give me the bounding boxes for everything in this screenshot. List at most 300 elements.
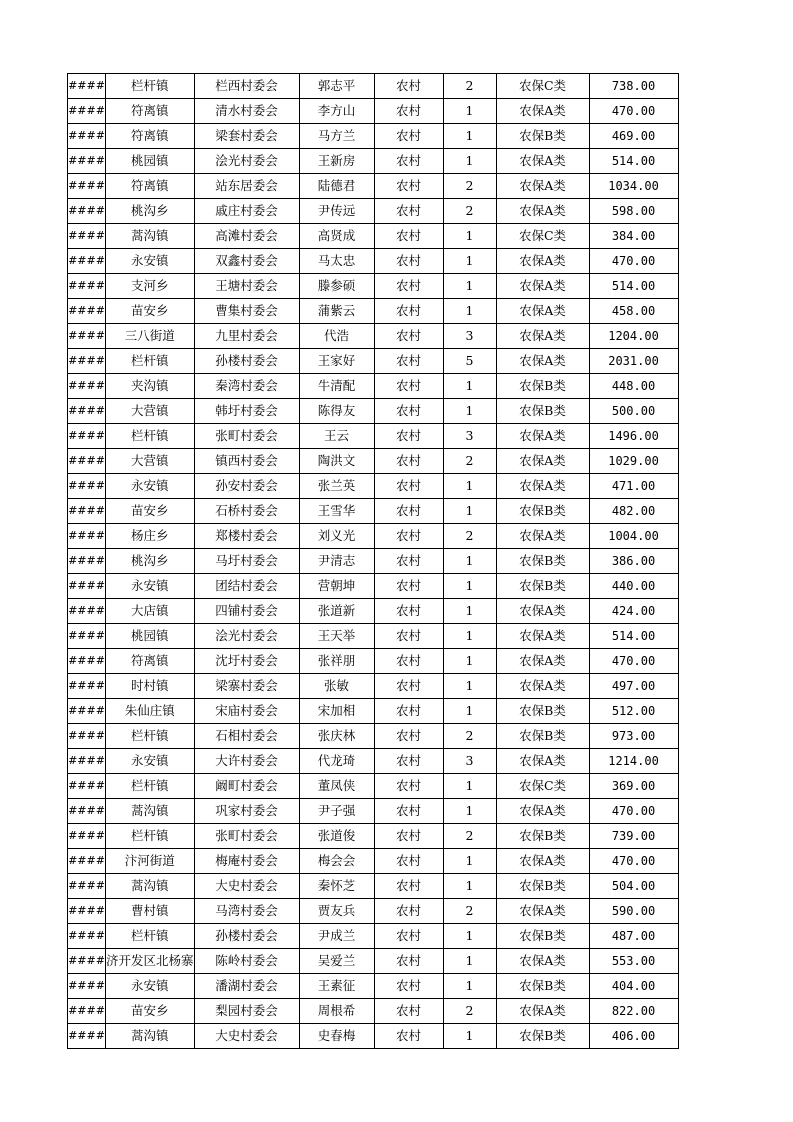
table-row [68,974,679,999]
village-cell: 浍光村委会 [194,624,299,649]
village-cell: 张町村委会 [194,824,299,849]
data-table [67,73,679,1049]
row-id-cell: #### [68,349,106,374]
amount-cell: 822.00 [589,999,678,1024]
row-id-cell: #### [68,299,106,324]
member-count-cell: 1 [443,924,496,949]
name-cell: 宋加相 [299,699,374,724]
name-cell: 董凤侠 [299,774,374,799]
member-count-cell: 1 [443,1024,496,1049]
town-cell: 夹沟镇 [106,374,195,399]
member-count-cell: 2 [443,999,496,1024]
row-id-cell: #### [68,924,106,949]
table-row [68,599,679,624]
name-cell: 张庆林 [299,724,374,749]
amount-cell: 500.00 [589,399,678,424]
row-id-cell: #### [68,74,106,99]
row-id-cell: #### [68,1024,106,1049]
name-cell: 陆德君 [299,174,374,199]
amount-cell: 470.00 [589,249,678,274]
table-row [68,249,679,274]
town-cell: 苗安乡 [106,299,195,324]
member-count-cell: 2 [443,74,496,99]
village-cell: 秦湾村委会 [194,374,299,399]
amount-cell: 470.00 [589,99,678,124]
name-cell: 蒲紫云 [299,299,374,324]
town-cell: 杨庄乡 [106,524,195,549]
town-cell: 桃沟乡 [106,549,195,574]
insurance-category-cell: 农保C类 [496,224,589,249]
village-cell: 石桥村委会 [194,499,299,524]
member-count-cell: 2 [443,724,496,749]
name-cell: 陈得友 [299,399,374,424]
name-cell: 王新房 [299,149,374,174]
household-type-cell: 农村 [374,974,443,999]
insurance-category-cell: 农保B类 [496,874,589,899]
table-row [68,774,679,799]
household-type-cell: 农村 [374,949,443,974]
member-count-cell: 1 [443,649,496,674]
row-id-cell: #### [68,99,106,124]
row-id-cell: #### [68,724,106,749]
amount-cell: 424.00 [589,599,678,624]
table-row [68,624,679,649]
amount-cell: 553.00 [589,949,678,974]
name-cell: 牛清配 [299,374,374,399]
name-cell: 李方山 [299,99,374,124]
table-row [68,1024,679,1049]
name-cell: 王云 [299,424,374,449]
household-type-cell: 农村 [374,274,443,299]
village-cell: 张町村委会 [194,424,299,449]
amount-cell: 406.00 [589,1024,678,1049]
household-type-cell: 农村 [374,149,443,174]
town-cell: 蒿沟镇 [106,874,195,899]
name-cell: 秦怀芝 [299,874,374,899]
town-cell: 栏杆镇 [106,74,195,99]
town-cell: 永安镇 [106,249,195,274]
amount-cell: 470.00 [589,649,678,674]
amount-cell: 1204.00 [589,324,678,349]
town-cell: 蒿沟镇 [106,799,195,824]
table-row [68,124,679,149]
household-type-cell: 农村 [374,899,443,924]
amount-cell: 386.00 [589,549,678,574]
name-cell: 王天举 [299,624,374,649]
household-type-cell: 农村 [374,74,443,99]
row-id-cell: #### [68,774,106,799]
amount-cell: 1034.00 [589,174,678,199]
name-cell: 张祥朋 [299,649,374,674]
row-id-cell: #### [68,949,106,974]
amount-cell: 2031.00 [589,349,678,374]
household-type-cell: 农村 [374,199,443,224]
member-count-cell: 2 [443,174,496,199]
town-cell: 朱仙庄镇 [106,699,195,724]
household-type-cell: 农村 [374,624,443,649]
village-cell: 大史村委会 [194,1024,299,1049]
row-id-cell: #### [68,624,106,649]
village-cell: 郑楼村委会 [194,524,299,549]
name-cell: 王素征 [299,974,374,999]
village-cell: 石相村委会 [194,724,299,749]
table-row [68,874,679,899]
name-cell: 尹子强 [299,799,374,824]
household-type-cell: 农村 [374,249,443,274]
row-id-cell: #### [68,524,106,549]
table-row [68,449,679,474]
household-type-cell: 农村 [374,224,443,249]
table-row [68,499,679,524]
town-cell: 符离镇 [106,649,195,674]
table-row [68,699,679,724]
name-cell: 王家好 [299,349,374,374]
village-cell: 韩圩村委会 [194,399,299,424]
village-cell: 大史村委会 [194,874,299,899]
village-cell: 栏西村委会 [194,74,299,99]
row-id-cell: #### [68,799,106,824]
name-cell: 代龙琦 [299,749,374,774]
member-count-cell: 1 [443,799,496,824]
village-cell: 梁寨村委会 [194,674,299,699]
member-count-cell: 1 [443,474,496,499]
insurance-category-cell: 农保A类 [496,999,589,1024]
member-count-cell: 1 [443,124,496,149]
village-cell: 团结村委会 [194,574,299,599]
household-type-cell: 农村 [374,549,443,574]
table-row [68,924,679,949]
table-row [68,174,679,199]
member-count-cell: 2 [443,449,496,474]
row-id-cell: #### [68,499,106,524]
household-type-cell: 农村 [374,524,443,549]
amount-cell: 1214.00 [589,749,678,774]
insurance-category-cell: 农保A类 [496,599,589,624]
row-id-cell: #### [68,849,106,874]
row-id-cell: #### [68,374,106,399]
member-count-cell: 1 [443,299,496,324]
household-type-cell: 农村 [374,124,443,149]
town-cell: 栏杆镇 [106,424,195,449]
member-count-cell: 3 [443,324,496,349]
row-id-cell: #### [68,274,106,299]
member-count-cell: 1 [443,249,496,274]
amount-cell: 471.00 [589,474,678,499]
town-cell: 苗安乡 [106,999,195,1024]
table-row [68,949,679,974]
member-count-cell: 1 [443,274,496,299]
table-row [68,824,679,849]
name-cell: 尹清志 [299,549,374,574]
insurance-category-cell: 农保B类 [496,499,589,524]
insurance-category-cell: 农保A类 [496,474,589,499]
amount-cell: 514.00 [589,149,678,174]
row-id-cell: #### [68,824,106,849]
row-id-cell: #### [68,874,106,899]
amount-cell: 469.00 [589,124,678,149]
name-cell: 王雪华 [299,499,374,524]
member-count-cell: 1 [443,874,496,899]
table-row [68,849,679,874]
household-type-cell: 农村 [374,699,443,724]
insurance-category-cell: 农保A类 [496,849,589,874]
name-cell: 高贤成 [299,224,374,249]
table-row [68,74,679,99]
member-count-cell: 1 [443,399,496,424]
table-row [68,349,679,374]
household-type-cell: 农村 [374,324,443,349]
table-row [68,99,679,124]
table-row [68,524,679,549]
insurance-category-cell: 农保A类 [496,274,589,299]
row-id-cell: #### [68,474,106,499]
table-row [68,199,679,224]
insurance-category-cell: 农保A类 [496,899,589,924]
amount-cell: 598.00 [589,199,678,224]
insurance-category-cell: 农保A类 [496,449,589,474]
town-cell: 符离镇 [106,124,195,149]
town-cell: 大营镇 [106,449,195,474]
insurance-category-cell: 农保B类 [496,399,589,424]
village-cell: 大许村委会 [194,749,299,774]
household-type-cell: 农村 [374,749,443,774]
insurance-category-cell: 农保A类 [496,174,589,199]
name-cell: 尹成兰 [299,924,374,949]
table-row [68,649,679,674]
member-count-cell: 1 [443,499,496,524]
household-type-cell: 农村 [374,599,443,624]
row-id-cell: #### [68,974,106,999]
amount-cell: 514.00 [589,624,678,649]
household-type-cell: 农村 [374,374,443,399]
insurance-category-cell: 农保A类 [496,649,589,674]
town-cell: 汴河街道 [106,849,195,874]
household-type-cell: 农村 [374,849,443,874]
household-type-cell: 农村 [374,424,443,449]
name-cell: 张道新 [299,599,374,624]
village-cell: 梁套村委会 [194,124,299,149]
village-cell: 梨园村委会 [194,999,299,1024]
town-cell: 栏杆镇 [106,349,195,374]
town-cell: 永安镇 [106,474,195,499]
member-count-cell: 1 [443,374,496,399]
village-cell: 高滩村委会 [194,224,299,249]
member-count-cell: 1 [443,949,496,974]
row-id-cell: #### [68,574,106,599]
name-cell: 张兰英 [299,474,374,499]
table-row [68,549,679,574]
amount-cell: 404.00 [589,974,678,999]
amount-cell: 369.00 [589,774,678,799]
name-cell: 刘义光 [299,524,374,549]
amount-cell: 458.00 [589,299,678,324]
table-body [68,74,679,1049]
name-cell: 陶洪文 [299,449,374,474]
village-cell: 阚町村委会 [194,774,299,799]
town-cell: 蒿沟镇 [106,1024,195,1049]
village-cell: 双鑫村委会 [194,249,299,274]
household-type-cell: 农村 [374,399,443,424]
town-cell: 桃园镇 [106,149,195,174]
household-type-cell: 农村 [374,924,443,949]
village-cell: 马圩村委会 [194,549,299,574]
row-id-cell: #### [68,324,106,349]
name-cell: 梅会会 [299,849,374,874]
member-count-cell: 2 [443,899,496,924]
row-id-cell: #### [68,749,106,774]
table-row [68,424,679,449]
amount-cell: 504.00 [589,874,678,899]
village-cell: 孙楼村委会 [194,924,299,949]
village-cell: 巩家村委会 [194,799,299,824]
village-cell: 潘湖村委会 [194,974,299,999]
name-cell: 张敏 [299,674,374,699]
insurance-category-cell: 农保A类 [496,624,589,649]
name-cell: 营朝坤 [299,574,374,599]
town-cell: 大营镇 [106,399,195,424]
insurance-category-cell: 农保A类 [496,249,589,274]
amount-cell: 384.00 [589,224,678,249]
village-cell: 清水村委会 [194,99,299,124]
village-cell: 站东居委会 [194,174,299,199]
table-row [68,999,679,1024]
village-cell: 梅庵村委会 [194,849,299,874]
name-cell: 吴爱兰 [299,949,374,974]
insurance-category-cell: 农保A类 [496,524,589,549]
household-type-cell: 农村 [374,799,443,824]
row-id-cell: #### [68,999,106,1024]
table-row [68,374,679,399]
member-count-cell: 3 [443,424,496,449]
amount-cell: 482.00 [589,499,678,524]
town-cell: 永安镇 [106,574,195,599]
amount-cell: 739.00 [589,824,678,849]
town-cell: 符离镇 [106,99,195,124]
name-cell: 马太忠 [299,249,374,274]
row-id-cell: #### [68,149,106,174]
name-cell: 张道俊 [299,824,374,849]
household-type-cell: 农村 [374,674,443,699]
town-cell: 符离镇 [106,174,195,199]
insurance-category-cell: 农保A类 [496,349,589,374]
household-type-cell: 农村 [374,449,443,474]
insurance-category-cell: 农保A类 [496,324,589,349]
village-cell: 沈圩村委会 [194,649,299,674]
name-cell: 郭志平 [299,74,374,99]
village-cell: 戚庄村委会 [194,199,299,224]
row-id-cell: #### [68,224,106,249]
town-cell: 蒿沟镇 [106,224,195,249]
amount-cell: 497.00 [589,674,678,699]
household-type-cell: 农村 [374,874,443,899]
insurance-category-cell: 农保B类 [496,924,589,949]
amount-cell: 514.00 [589,274,678,299]
village-cell: 宋庙村委会 [194,699,299,724]
name-cell: 尹传远 [299,199,374,224]
household-type-cell: 农村 [374,649,443,674]
insurance-category-cell: 农保B类 [496,699,589,724]
insurance-category-cell: 农保B类 [496,974,589,999]
member-count-cell: 3 [443,749,496,774]
row-id-cell: #### [68,549,106,574]
insurance-category-cell: 农保B类 [496,124,589,149]
row-id-cell: #### [68,674,106,699]
town-cell: 支河乡 [106,274,195,299]
amount-cell: 590.00 [589,899,678,924]
household-type-cell: 农村 [374,774,443,799]
row-id-cell: #### [68,424,106,449]
name-cell: 贾友兵 [299,899,374,924]
town-cell: 时村镇 [106,674,195,699]
name-cell: 周根希 [299,999,374,1024]
village-cell: 曹集村委会 [194,299,299,324]
insurance-category-cell: 农保A类 [496,199,589,224]
member-count-cell: 1 [443,974,496,999]
town-cell: 苗安乡 [106,499,195,524]
household-type-cell: 农村 [374,824,443,849]
town-cell: 栏杆镇 [106,774,195,799]
household-type-cell: 农村 [374,999,443,1024]
town-cell: 济开发区北杨寨 [106,949,195,974]
insurance-category-cell: 农保A类 [496,149,589,174]
row-id-cell: #### [68,699,106,724]
amount-cell: 1496.00 [589,424,678,449]
town-cell: 曹村镇 [106,899,195,924]
amount-cell: 487.00 [589,924,678,949]
insurance-category-cell: 农保A类 [496,99,589,124]
household-type-cell: 农村 [374,499,443,524]
household-type-cell: 农村 [374,349,443,374]
village-cell: 孙安村委会 [194,474,299,499]
village-cell: 浍光村委会 [194,149,299,174]
row-id-cell: #### [68,199,106,224]
table-row [68,149,679,174]
village-cell: 四铺村委会 [194,599,299,624]
row-id-cell: #### [68,899,106,924]
town-cell: 桃园镇 [106,624,195,649]
town-cell: 桃沟乡 [106,199,195,224]
row-id-cell: #### [68,399,106,424]
insurance-category-cell: 农保A类 [496,299,589,324]
row-id-cell: #### [68,649,106,674]
amount-cell: 1004.00 [589,524,678,549]
insurance-category-cell: 农保B类 [496,374,589,399]
name-cell: 马方兰 [299,124,374,149]
row-id-cell: #### [68,124,106,149]
member-count-cell: 2 [443,824,496,849]
amount-cell: 512.00 [589,699,678,724]
village-cell: 陈岭村委会 [194,949,299,974]
member-count-cell: 1 [443,624,496,649]
table-row [68,574,679,599]
member-count-cell: 2 [443,199,496,224]
table-row [68,749,679,774]
table-row [68,399,679,424]
household-type-cell: 农村 [374,299,443,324]
member-count-cell: 1 [443,774,496,799]
name-cell: 史春梅 [299,1024,374,1049]
member-count-cell: 1 [443,549,496,574]
village-cell: 王塘村委会 [194,274,299,299]
town-cell: 三八街道 [106,324,195,349]
town-cell: 栏杆镇 [106,824,195,849]
member-count-cell: 1 [443,149,496,174]
row-id-cell: #### [68,449,106,474]
table-row [68,474,679,499]
table-row [68,674,679,699]
insurance-category-cell: 农保B类 [496,549,589,574]
amount-cell: 973.00 [589,724,678,749]
